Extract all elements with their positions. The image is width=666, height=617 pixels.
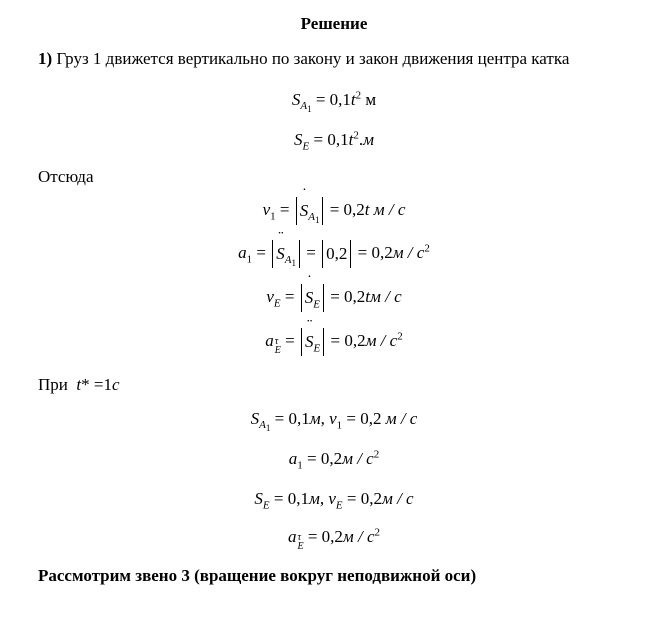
value: 1: [103, 375, 112, 394]
formula-se-ve-values: [38, 484, 630, 514]
unit: м / с: [373, 200, 406, 219]
value: 0,1: [327, 130, 349, 149]
superscript-tau: τ: [297, 532, 302, 543]
superscript-tau: τ: [274, 336, 279, 347]
asterisk: *: [81, 375, 90, 394]
equals-sign: =: [307, 527, 318, 546]
equals-sign: =: [93, 375, 104, 394]
comma: ,: [319, 489, 325, 508]
paragraph-intro: [38, 49, 630, 69]
subscript-E: E: [313, 298, 320, 311]
value: 0,2: [320, 449, 343, 468]
equals-sign: =: [274, 409, 285, 428]
value: 0,2: [343, 200, 365, 219]
equals-sign: =: [315, 90, 326, 109]
exponent: 2: [397, 330, 403, 343]
paragraph-intro-text: Груз 1 движется вертикально по закону и закон движения центра катка: [56, 49, 570, 68]
unit: с: [111, 375, 120, 394]
subscript-E: E: [273, 297, 281, 310]
unit: м / с: [342, 449, 374, 468]
formula-v1: [38, 186, 630, 226]
absolute-value: [272, 229, 300, 269]
equals-sign: =: [330, 287, 340, 306]
var-v: v: [328, 489, 336, 508]
var-t: t: [350, 90, 356, 109]
var-t: t: [365, 287, 371, 306]
value: 0,2: [321, 527, 343, 546]
unit: м: [308, 489, 320, 508]
formula-a1: [38, 229, 630, 269]
subscript-1: 1: [246, 253, 253, 266]
formula-ve: [38, 273, 630, 312]
var-S: S: [294, 130, 303, 149]
value: 0,2: [344, 287, 366, 306]
subscript-1: 1: [297, 459, 303, 472]
var-t: t: [348, 130, 354, 149]
exponent: 2: [424, 242, 430, 255]
sup-sub-stack: [297, 533, 303, 551]
unit: м: [365, 90, 377, 109]
equals-sign: =: [329, 200, 340, 219]
var-a: a: [265, 331, 274, 350]
equals-sign: =: [313, 130, 324, 149]
subscript-E: E: [313, 342, 321, 355]
subscript-E: E: [297, 541, 304, 552]
formula-ae-tau-value: [38, 522, 630, 552]
exponent: 2: [355, 89, 362, 102]
equals-sign: =: [307, 449, 317, 468]
formula-ae-tau: [38, 317, 630, 356]
equals-sign: =: [273, 489, 284, 508]
dot-accent: ˙: [306, 273, 313, 291]
subscript-A1: A1: [308, 211, 320, 226]
subscript-A1: A1: [300, 100, 312, 115]
var-t: t: [364, 200, 370, 219]
formula-s-e: [38, 125, 630, 155]
value: 0,2: [360, 409, 382, 428]
double-dot-accent: ¨: [278, 229, 284, 247]
equals-sign: =: [346, 409, 356, 428]
value: 0,1: [329, 90, 351, 109]
subscript-E: E: [302, 140, 310, 153]
var-a: a: [287, 527, 297, 546]
formula-a1-value: [38, 444, 630, 474]
page-title: Решение: [300, 14, 368, 33]
value: 0,1: [288, 409, 310, 428]
absolute-value: [301, 273, 324, 312]
item-number: 1): [38, 49, 53, 68]
equals-sign: =: [306, 243, 316, 262]
value: 0,2: [360, 489, 382, 508]
equals-sign: =: [357, 243, 368, 262]
equals-sign: =: [330, 331, 341, 350]
unit: м / с: [392, 243, 425, 262]
var-v: v: [329, 409, 337, 428]
text-otsyuda: Отсюда: [38, 167, 94, 186]
unit: м / с: [385, 409, 418, 428]
exponent: 2: [373, 448, 380, 461]
s-double-dot: ¨ S: [276, 229, 285, 264]
absolute-value: [301, 317, 324, 356]
equals-sign: =: [285, 331, 295, 350]
subscript-1: 1: [270, 210, 276, 223]
comma: ,: [320, 409, 325, 428]
unit: м / с: [370, 287, 402, 306]
var-S: S: [250, 409, 260, 428]
section-heading-link3: Рассмотрим звено 3 (вращение вокруг неподвижной оси): [38, 566, 477, 585]
equals-sign: =: [279, 200, 290, 219]
exponent: 2: [353, 129, 359, 142]
text-pri-condition: [38, 375, 630, 395]
subscript-A1: A1: [259, 419, 271, 434]
var-S: S: [254, 489, 263, 508]
var-a: a: [288, 449, 298, 468]
subscript-E: E: [274, 345, 281, 356]
pri-label: При: [38, 375, 68, 394]
var-v: v: [262, 200, 271, 219]
absolute-value: [296, 186, 324, 226]
equals-sign: =: [256, 243, 267, 262]
s-dot: ˙ S: [304, 273, 314, 308]
subscript-E: E: [335, 499, 343, 512]
dot-separator: .: [358, 130, 364, 149]
absolute-value-number: 0,2: [322, 240, 351, 268]
dot-accent: ˙: [301, 186, 308, 204]
value: 0,2: [371, 243, 393, 262]
unit: м: [309, 409, 321, 428]
value: 0,2: [344, 331, 366, 350]
unit: м / с: [342, 527, 375, 546]
var-a: a: [238, 243, 247, 262]
formula-s-a1: [38, 85, 630, 115]
exponent: 2: [374, 526, 381, 539]
unit: м: [363, 130, 374, 149]
sup-sub-stack: [275, 337, 281, 355]
equals-sign: =: [346, 489, 357, 508]
s-dot: ˙ S: [299, 186, 309, 221]
unit: м / с: [365, 331, 398, 350]
value: 0,1: [287, 489, 309, 508]
var-t: t: [76, 375, 82, 394]
subscript-E: E: [262, 499, 270, 512]
subscript-1: 1: [336, 419, 343, 432]
subscript-A1: A1: [284, 254, 296, 269]
double-dot-accent: ¨: [307, 317, 313, 335]
var-S: S: [291, 90, 301, 109]
s-double-dot: ¨ S: [305, 317, 314, 352]
var-v: v: [266, 287, 274, 306]
unit: м / с: [381, 489, 414, 508]
formula-sa1-v1-values: [38, 404, 630, 434]
equals-sign: =: [284, 287, 295, 306]
